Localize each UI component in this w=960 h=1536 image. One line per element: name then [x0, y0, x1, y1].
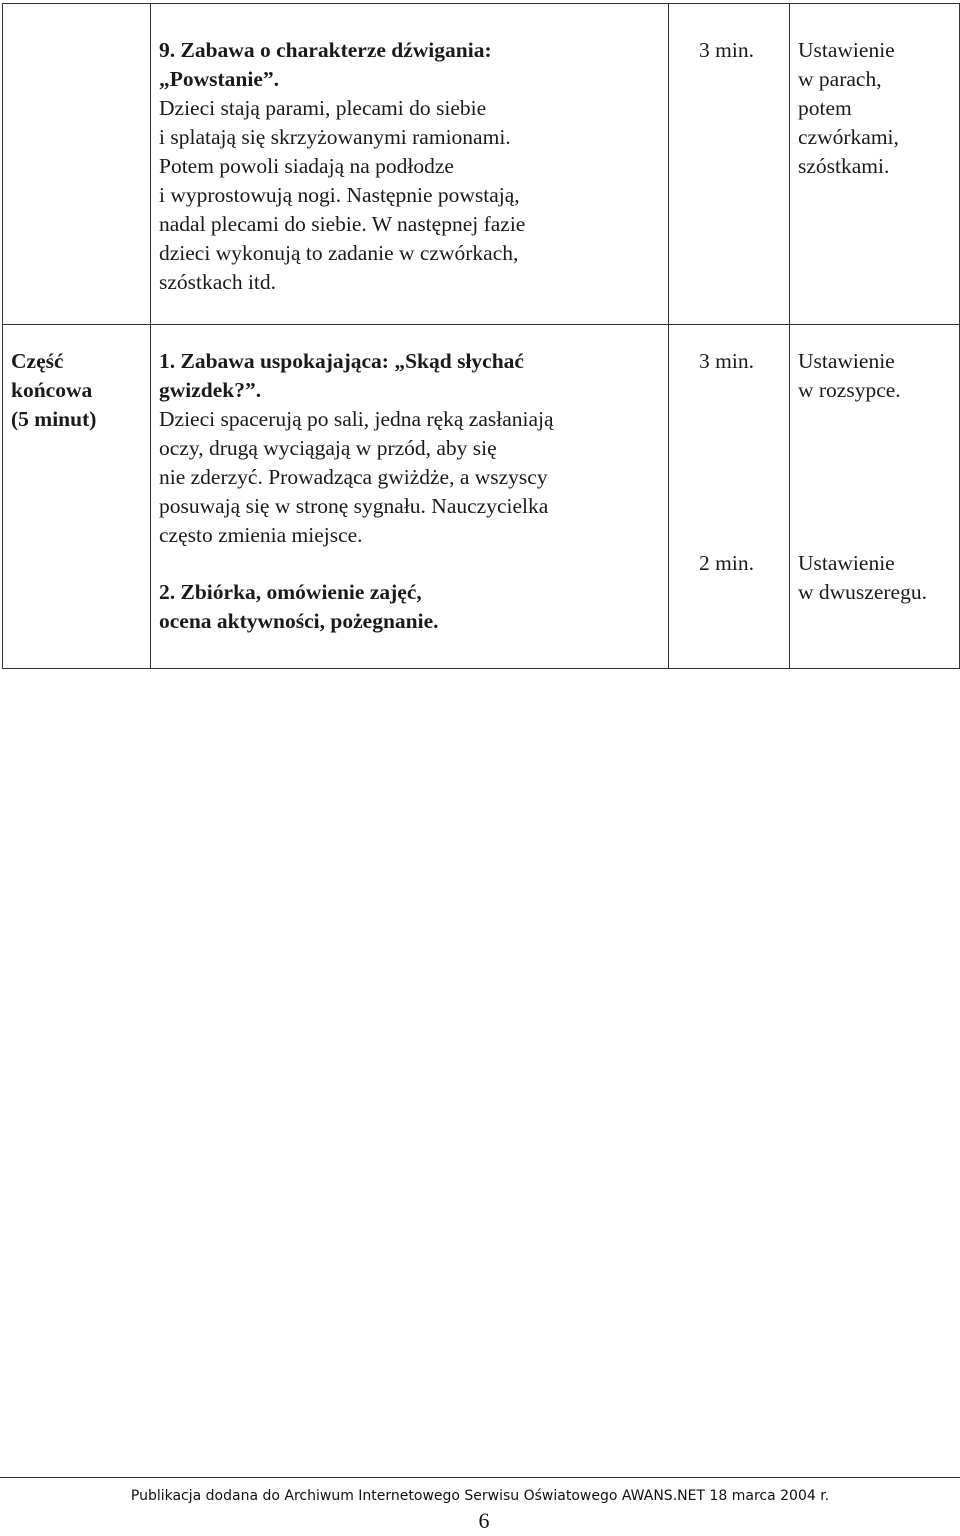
duration-value: 3 min.: [699, 38, 754, 62]
arrangement-cell: [790, 4, 960, 325]
arrangement-text: Ustawienie: [798, 551, 895, 575]
activity-title: „Powstanie”.: [159, 67, 280, 91]
lesson-plan-table: [2, 3, 960, 669]
lesson-part-label: Część: [11, 349, 64, 373]
table-row: [3, 325, 960, 669]
arrangement-text: czwórkami,: [798, 125, 899, 149]
duration-cell: [669, 4, 790, 325]
lesson-part-label: [3, 4, 150, 26]
activity-text: Dzieci spacerują po sali, jedna ręką zasłaniają: [159, 407, 554, 431]
activity-text: dzieci wykonują to zadanie w czwórkach,: [159, 241, 519, 265]
arrangement-text: szóstkami.: [798, 154, 890, 178]
lesson-part-cell: [3, 4, 151, 325]
activity-text: Potem powoli siadają na podłodze: [159, 154, 454, 178]
activity-text: Dzieci stają parami, plecami do siebie: [159, 96, 487, 120]
arrangement-text: Ustawienie: [798, 349, 895, 373]
activity-description-cell: [151, 325, 669, 669]
activity-description-cell: [151, 4, 669, 325]
activity-text: i wyprostowują nogi. Następnie powstają,: [159, 183, 520, 207]
activity-text: nie zderzyć. Prowadząca gwiżdże, a wszyscy: [159, 465, 548, 489]
activity-text: często zmienia miejsce.: [159, 523, 363, 547]
activity-text: i splatają się skrzyżowanymi ramionami.: [159, 125, 511, 149]
activity-title: 1. Zabawa uspokajająca: „Skąd słychać: [159, 349, 524, 373]
activity-text: szóstkach itd.: [159, 270, 277, 294]
activity-text: oczy, drugą wyciągają w przód, aby się: [159, 436, 497, 460]
activity-title: ocena aktywności, pożegnanie.: [159, 609, 439, 633]
arrangement-text: Ustawienie: [798, 38, 895, 62]
duration-value: 2 min.: [699, 551, 754, 575]
footer-divider: [0, 1477, 960, 1478]
lesson-part-label: (5 minut): [11, 407, 97, 431]
arrangement-text: w rozsypce.: [798, 378, 901, 402]
activity-title: gwizdek?”.: [159, 378, 262, 402]
activity-title: 2. Zbiórka, omówienie zajęć,: [159, 580, 422, 604]
footer-publication-note: Publikacja dodana do Archiwum Internetowego Serwisu Oświatowego AWANS.NET 18 marca 2004 r.: [130, 1488, 830, 1504]
arrangement-text: w dwuszeregu.: [798, 580, 927, 604]
arrangement-cell: [790, 325, 960, 669]
activity-text: nadal plecami do siebie. W następnej fazie: [159, 212, 526, 236]
lesson-part-label: końcowa: [11, 378, 93, 402]
duration-cell: [669, 325, 790, 669]
lesson-part-cell: [3, 325, 151, 669]
arrangement-text: w parach,: [798, 67, 882, 91]
page-number: 6: [478, 1508, 490, 1533]
duration-value: 3 min.: [699, 349, 754, 373]
arrangement-text: potem: [798, 96, 852, 120]
table-row: [3, 4, 960, 325]
activity-text: posuwają się w stronę sygnału. Nauczycielka: [159, 494, 549, 518]
activity-title: 9. Zabawa o charakterze dźwigania:: [159, 38, 492, 62]
